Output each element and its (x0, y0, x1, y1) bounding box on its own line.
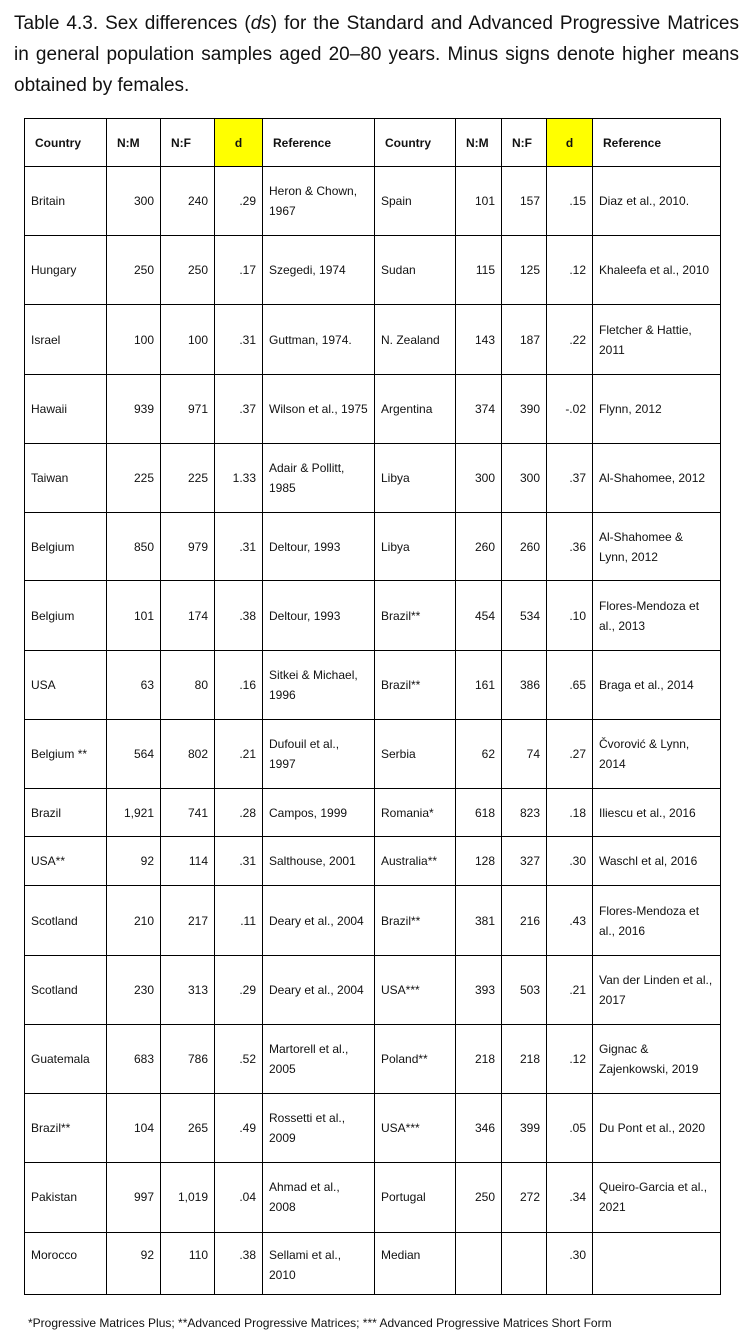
caption-italic-ds: ds (250, 13, 271, 34)
cell-n-female: 174 (161, 581, 215, 650)
cell-country: Brazil** (375, 886, 456, 955)
table-row (25, 167, 721, 236)
cell-n-female: 110 (161, 1232, 215, 1294)
cell-d-value: .52 (215, 1024, 263, 1093)
cell-n-female: 218 (502, 1024, 547, 1093)
cell-country: Spain (375, 167, 456, 236)
cell-reference: Al-Shahomee, 2012 (593, 443, 721, 512)
cell-n-female: 114 (161, 837, 215, 886)
cell-d-value: .31 (215, 305, 263, 374)
cell-country: Belgium (25, 581, 107, 650)
cell-n-female: 313 (161, 955, 215, 1024)
header-d: d (215, 119, 263, 167)
cell-n-male: 374 (456, 374, 502, 443)
cell-d-value: .11 (215, 886, 263, 955)
cell-n-female: 534 (502, 581, 547, 650)
table-row (25, 443, 721, 512)
cell-n-male: 1,921 (107, 789, 161, 837)
table-row (25, 581, 721, 650)
cell-country: USA*** (375, 1094, 456, 1163)
cell-reference: Flores-Mendoza et al., 2013 (593, 581, 721, 650)
cell-country: N. Zealand (375, 305, 456, 374)
cell-d-value: .18 (547, 789, 593, 837)
cell-reference: Dufouil et al., 1997 (263, 719, 375, 788)
cell-country: Hungary (25, 236, 107, 305)
header-n-female: N:F (161, 119, 215, 167)
header-d: d (547, 119, 593, 167)
cell-n-male: 346 (456, 1094, 502, 1163)
cell-reference (593, 1232, 721, 1294)
cell-d-value: .36 (547, 513, 593, 581)
cell-n-male (456, 1232, 502, 1294)
cell-reference: Čvorović & Lynn, 2014 (593, 719, 721, 788)
cell-reference: Deltour, 1993 (263, 581, 375, 650)
cell-country: Britain (25, 167, 107, 236)
cell-reference: Flores-Mendoza et al., 2016 (593, 886, 721, 955)
cell-reference: Ahmad et al., 2008 (263, 1163, 375, 1232)
cell-country: Belgium ** (25, 719, 107, 788)
cell-d-value: .31 (215, 837, 263, 886)
cell-n-male: 128 (456, 837, 502, 886)
cell-d-value: .30 (547, 1232, 593, 1294)
cell-country: Pakistan (25, 1163, 107, 1232)
cell-reference: Rossetti et al., 2009 (263, 1094, 375, 1163)
cell-country: USA (25, 650, 107, 719)
cell-reference: Adair & Pollitt, 1985 (263, 443, 375, 512)
cell-n-female: 250 (161, 236, 215, 305)
table-row (25, 305, 721, 374)
cell-country: Guatemala (25, 1024, 107, 1093)
cell-n-male: 683 (107, 1024, 161, 1093)
cell-n-male: 381 (456, 886, 502, 955)
cell-n-female: 503 (502, 955, 547, 1024)
cell-n-male: 101 (107, 581, 161, 650)
cell-country: Taiwan (25, 443, 107, 512)
cell-reference: Guttman, 1974. (263, 305, 375, 374)
header-row (25, 119, 721, 167)
cell-d-value: .22 (547, 305, 593, 374)
cell-n-male: 143 (456, 305, 502, 374)
cell-reference: Deary et al., 2004 (263, 886, 375, 955)
cell-reference: Sellami et al., 2010 (263, 1232, 375, 1294)
cell-reference: Braga et al., 2014 (593, 650, 721, 719)
cell-d-value: .29 (215, 955, 263, 1024)
cell-n-female: 386 (502, 650, 547, 719)
cell-country: Hawaii (25, 374, 107, 443)
header-n-female: N:F (502, 119, 547, 167)
table-row (25, 650, 721, 719)
cell-n-female: 272 (502, 1163, 547, 1232)
cell-n-female: 265 (161, 1094, 215, 1163)
cell-n-male: 939 (107, 374, 161, 443)
cell-d-value: -.02 (547, 374, 593, 443)
cell-reference: Salthouse, 2001 (263, 837, 375, 886)
cell-d-value: .65 (547, 650, 593, 719)
table-row (25, 1163, 721, 1232)
cell-n-female: 240 (161, 167, 215, 236)
cell-n-male: 618 (456, 789, 502, 837)
cell-country: USA** (25, 837, 107, 886)
cell-d-value: .17 (215, 236, 263, 305)
table-row (25, 719, 721, 788)
cell-n-male: 161 (456, 650, 502, 719)
cell-n-male: 300 (456, 443, 502, 512)
cell-n-male: 92 (107, 1232, 161, 1294)
cell-d-value: .12 (547, 1024, 593, 1093)
header-reference: Reference (263, 119, 375, 167)
cell-n-female: 327 (502, 837, 547, 886)
cell-country: Scotland (25, 955, 107, 1024)
cell-n-male: 564 (107, 719, 161, 788)
header-reference: Reference (593, 119, 721, 167)
cell-n-female: 786 (161, 1024, 215, 1093)
table-caption (14, 8, 739, 101)
cell-d-value: .38 (215, 1232, 263, 1294)
cell-n-female: 74 (502, 719, 547, 788)
cell-n-female (502, 1232, 547, 1294)
cell-d-value: .31 (215, 513, 263, 581)
cell-n-female: 260 (502, 513, 547, 581)
cell-country: Argentina (375, 374, 456, 443)
cell-n-female: 390 (502, 374, 547, 443)
cell-n-female: 80 (161, 650, 215, 719)
cell-country: Serbia (375, 719, 456, 788)
cell-n-male: 230 (107, 955, 161, 1024)
cell-country: Brazil** (25, 1094, 107, 1163)
header-country: Country (375, 119, 456, 167)
cell-n-female: 300 (502, 443, 547, 512)
caption-text-after: ) for the Standard and Advanced Progressive Matrices in general population samples aged 20–80 years. Minus signs denote higher means obtained by females. (14, 13, 739, 96)
table-row (25, 1232, 721, 1294)
cell-n-female: 979 (161, 513, 215, 581)
cell-d-value: .10 (547, 581, 593, 650)
cell-d-value: .21 (215, 719, 263, 788)
sex-differences-table (24, 118, 721, 1295)
cell-n-male: 63 (107, 650, 161, 719)
cell-reference: Deary et al., 2004 (263, 955, 375, 1024)
cell-reference: Waschl et al, 2016 (593, 837, 721, 886)
cell-d-value: 1.33 (215, 443, 263, 512)
cell-country: Brazil (25, 789, 107, 837)
cell-d-value: .37 (215, 374, 263, 443)
cell-country: Australia** (375, 837, 456, 886)
cell-reference: Iliescu et al., 2016 (593, 789, 721, 837)
cell-n-female: 1,019 (161, 1163, 215, 1232)
cell-reference: Sitkei & Michael, 1996 (263, 650, 375, 719)
cell-n-female: 125 (502, 236, 547, 305)
table-row (25, 236, 721, 305)
cell-n-male: 101 (456, 167, 502, 236)
cell-country: Brazil** (375, 581, 456, 650)
cell-reference: Heron & Chown, 1967 (263, 167, 375, 236)
cell-country: Median (375, 1232, 456, 1294)
cell-reference: Diaz et al., 2010. (593, 167, 721, 236)
cell-n-female: 971 (161, 374, 215, 443)
cell-n-female: 399 (502, 1094, 547, 1163)
cell-reference: Van der Linden et al., 2017 (593, 955, 721, 1024)
cell-n-male: 100 (107, 305, 161, 374)
cell-country: Israel (25, 305, 107, 374)
cell-d-value: .16 (215, 650, 263, 719)
cell-d-value: .38 (215, 581, 263, 650)
cell-d-value: .37 (547, 443, 593, 512)
cell-n-female: 187 (502, 305, 547, 374)
cell-d-value: .04 (215, 1163, 263, 1232)
cell-d-value: .15 (547, 167, 593, 236)
cell-country: USA*** (375, 955, 456, 1024)
cell-n-male: 997 (107, 1163, 161, 1232)
cell-n-female: 216 (502, 886, 547, 955)
cell-country: Sudan (375, 236, 456, 305)
cell-reference: Wilson et al., 1975 (263, 374, 375, 443)
cell-n-female: 741 (161, 789, 215, 837)
table-row (25, 886, 721, 955)
cell-d-value: .28 (215, 789, 263, 837)
cell-d-value: .29 (215, 167, 263, 236)
cell-country: Belgium (25, 513, 107, 581)
table-row (25, 1024, 721, 1093)
cell-reference: Al-Shahomee & Lynn, 2012 (593, 513, 721, 581)
table-row (25, 837, 721, 886)
table-row (25, 789, 721, 837)
cell-reference: Queiro-Garcia et al., 2021 (593, 1163, 721, 1232)
cell-reference: Campos, 1999 (263, 789, 375, 837)
cell-d-value: .12 (547, 236, 593, 305)
cell-n-male: 454 (456, 581, 502, 650)
cell-n-male: 850 (107, 513, 161, 581)
cell-reference: Deltour, 1993 (263, 513, 375, 581)
cell-n-male: 92 (107, 837, 161, 886)
table-body (25, 167, 721, 1295)
cell-country: Libya (375, 443, 456, 512)
cell-d-value: .43 (547, 886, 593, 955)
cell-n-male: 300 (107, 167, 161, 236)
cell-reference: Gignac & Zajenkowski, 2019 (593, 1024, 721, 1093)
cell-n-male: 260 (456, 513, 502, 581)
table-row (25, 1094, 721, 1163)
cell-n-female: 157 (502, 167, 547, 236)
cell-n-male: 393 (456, 955, 502, 1024)
cell-reference: Martorell et al., 2005 (263, 1024, 375, 1093)
header-n-male: N:M (456, 119, 502, 167)
cell-reference: Flynn, 2012 (593, 374, 721, 443)
cell-country: Morocco (25, 1232, 107, 1294)
cell-n-male: 250 (107, 236, 161, 305)
table-row (25, 374, 721, 443)
header-country: Country (25, 119, 107, 167)
cell-n-male: 218 (456, 1024, 502, 1093)
header-n-male: N:M (107, 119, 161, 167)
cell-reference: Fletcher & Hattie, 2011 (593, 305, 721, 374)
cell-n-male: 62 (456, 719, 502, 788)
cell-d-value: .49 (215, 1094, 263, 1163)
cell-country: Scotland (25, 886, 107, 955)
table-row (25, 955, 721, 1024)
cell-country: Poland** (375, 1024, 456, 1093)
cell-n-female: 823 (502, 789, 547, 837)
cell-country: Portugal (375, 1163, 456, 1232)
cell-n-female: 100 (161, 305, 215, 374)
cell-reference: Szegedi, 1974 (263, 236, 375, 305)
cell-country: Romania* (375, 789, 456, 837)
table-row (25, 513, 721, 581)
cell-n-male: 225 (107, 443, 161, 512)
cell-d-value: .21 (547, 955, 593, 1024)
cell-country: Libya (375, 513, 456, 581)
cell-reference: Du Pont et al., 2020 (593, 1094, 721, 1163)
cell-n-male: 104 (107, 1094, 161, 1163)
cell-d-value: .30 (547, 837, 593, 886)
cell-n-female: 217 (161, 886, 215, 955)
cell-d-value: .34 (547, 1163, 593, 1232)
cell-d-value: .27 (547, 719, 593, 788)
cell-reference: Khaleefa et al., 2010 (593, 236, 721, 305)
table-footnote: *Progressive Matrices Plus; **Advanced Progressive Matrices; *** Advanced Progressive Matrices Short Form (28, 1316, 612, 1330)
caption-text-before: Table 4.3. Sex differences ( (14, 13, 251, 34)
cell-d-value: .05 (547, 1094, 593, 1163)
cell-n-female: 802 (161, 719, 215, 788)
cell-n-male: 210 (107, 886, 161, 955)
cell-n-male: 115 (456, 236, 502, 305)
cell-n-male: 250 (456, 1163, 502, 1232)
cell-n-female: 225 (161, 443, 215, 512)
cell-country: Brazil** (375, 650, 456, 719)
